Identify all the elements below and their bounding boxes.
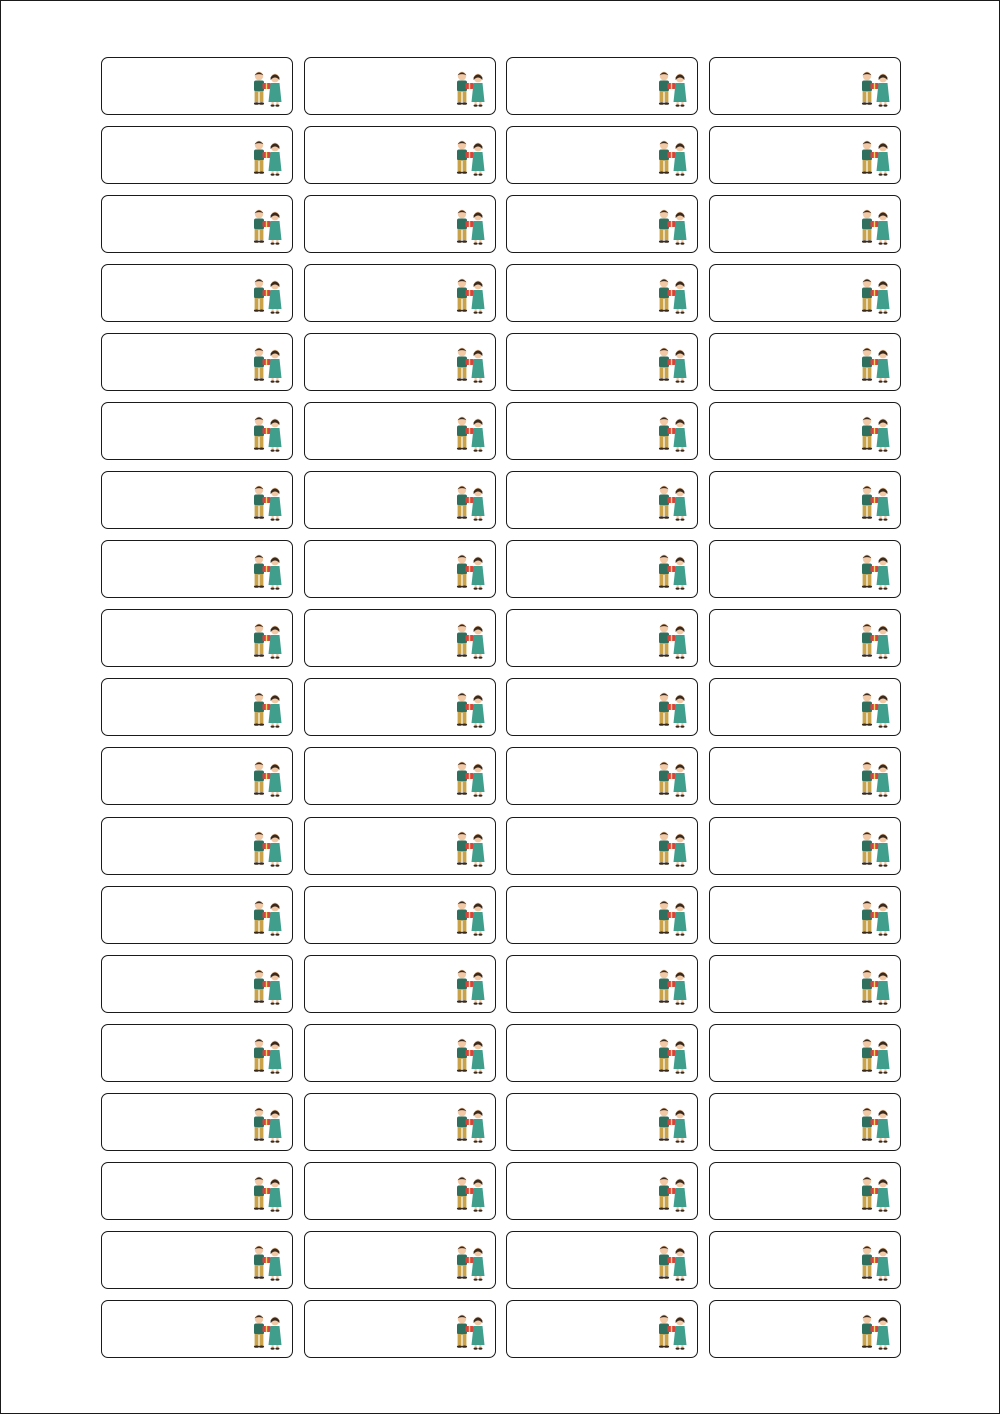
label-r11-c3 xyxy=(506,747,698,805)
boy-and-girl-icon xyxy=(655,553,689,591)
boy-and-girl-icon xyxy=(858,1175,892,1213)
boy-and-girl-icon xyxy=(250,968,284,1006)
label-r19-c1 xyxy=(101,1300,293,1358)
label-r3-c3 xyxy=(506,195,698,253)
label-r19-c4 xyxy=(709,1300,901,1358)
boy-and-girl-icon xyxy=(655,484,689,522)
label-r17-c2 xyxy=(304,1162,496,1220)
boy-and-girl-icon xyxy=(655,691,689,729)
label-r7-c3 xyxy=(506,471,698,529)
label-r13-c4 xyxy=(709,886,901,944)
boy-and-girl-icon xyxy=(858,968,892,1006)
label-r3-c1 xyxy=(101,195,293,253)
boy-and-girl-icon xyxy=(250,1244,284,1282)
boy-and-girl-icon xyxy=(655,622,689,660)
label-r1-c4 xyxy=(709,57,901,115)
label-r2-c2 xyxy=(304,126,496,184)
boy-and-girl-icon xyxy=(655,139,689,177)
label-r1-c3 xyxy=(506,57,698,115)
label-r16-c4 xyxy=(709,1093,901,1151)
boy-and-girl-icon xyxy=(453,346,487,384)
boy-and-girl-icon xyxy=(858,1244,892,1282)
label-r2-c3 xyxy=(506,126,698,184)
label-r9-c4 xyxy=(709,609,901,667)
label-r10-c1 xyxy=(101,678,293,736)
label-r12-c4 xyxy=(709,817,901,875)
boy-and-girl-icon xyxy=(453,208,487,246)
boy-and-girl-icon xyxy=(858,346,892,384)
label-r2-c4 xyxy=(709,126,901,184)
label-r1-c1 xyxy=(101,57,293,115)
boy-and-girl-icon xyxy=(453,830,487,868)
boy-and-girl-icon xyxy=(655,1037,689,1075)
label-r18-c3 xyxy=(506,1231,698,1289)
boy-and-girl-icon xyxy=(858,622,892,660)
label-r13-c3 xyxy=(506,886,698,944)
boy-and-girl-icon xyxy=(858,1313,892,1351)
boy-and-girl-icon xyxy=(250,208,284,246)
boy-and-girl-icon xyxy=(453,760,487,798)
label-r7-c4 xyxy=(709,471,901,529)
boy-and-girl-icon xyxy=(250,760,284,798)
boy-and-girl-icon xyxy=(453,622,487,660)
boy-and-girl-icon xyxy=(858,208,892,246)
label-r14-c4 xyxy=(709,955,901,1013)
boy-and-girl-icon xyxy=(453,1313,487,1351)
label-r5-c3 xyxy=(506,333,698,391)
label-r10-c4 xyxy=(709,678,901,736)
label-r10-c2 xyxy=(304,678,496,736)
boy-and-girl-icon xyxy=(250,70,284,108)
label-r15-c4 xyxy=(709,1024,901,1082)
label-r18-c4 xyxy=(709,1231,901,1289)
boy-and-girl-icon xyxy=(453,277,487,315)
boy-and-girl-icon xyxy=(655,277,689,315)
label-r7-c2 xyxy=(304,471,496,529)
boy-and-girl-icon xyxy=(858,1106,892,1144)
boy-and-girl-icon xyxy=(655,70,689,108)
boy-and-girl-icon xyxy=(655,208,689,246)
label-r17-c3 xyxy=(506,1162,698,1220)
label-r15-c1 xyxy=(101,1024,293,1082)
label-r18-c1 xyxy=(101,1231,293,1289)
label-r11-c2 xyxy=(304,747,496,805)
boy-and-girl-icon xyxy=(655,968,689,1006)
label-r14-c2 xyxy=(304,955,496,1013)
label-r8-c4 xyxy=(709,540,901,598)
boy-and-girl-icon xyxy=(453,691,487,729)
label-r17-c1 xyxy=(101,1162,293,1220)
label-r8-c1 xyxy=(101,540,293,598)
boy-and-girl-icon xyxy=(655,1313,689,1351)
label-r4-c1 xyxy=(101,264,293,322)
label-r19-c3 xyxy=(506,1300,698,1358)
boy-and-girl-icon xyxy=(453,968,487,1006)
label-r4-c3 xyxy=(506,264,698,322)
label-r4-c2 xyxy=(304,264,496,322)
label-r8-c2 xyxy=(304,540,496,598)
label-r5-c1 xyxy=(101,333,293,391)
boy-and-girl-icon xyxy=(858,553,892,591)
boy-and-girl-icon xyxy=(250,415,284,453)
boy-and-girl-icon xyxy=(453,1037,487,1075)
label-r9-c3 xyxy=(506,609,698,667)
label-r1-c2 xyxy=(304,57,496,115)
boy-and-girl-icon xyxy=(655,1175,689,1213)
boy-and-girl-icon xyxy=(453,1175,487,1213)
boy-and-girl-icon xyxy=(655,415,689,453)
boy-and-girl-icon xyxy=(453,1244,487,1282)
boy-and-girl-icon xyxy=(453,415,487,453)
label-r9-c1 xyxy=(101,609,293,667)
boy-and-girl-icon xyxy=(250,1037,284,1075)
label-r12-c2 xyxy=(304,817,496,875)
label-r10-c3 xyxy=(506,678,698,736)
boy-and-girl-icon xyxy=(250,1106,284,1144)
boy-and-girl-icon xyxy=(250,691,284,729)
label-r11-c4 xyxy=(709,747,901,805)
boy-and-girl-icon xyxy=(453,553,487,591)
boy-and-girl-icon xyxy=(655,760,689,798)
boy-and-girl-icon xyxy=(250,346,284,384)
label-r15-c3 xyxy=(506,1024,698,1082)
boy-and-girl-icon xyxy=(858,760,892,798)
boy-and-girl-icon xyxy=(453,484,487,522)
label-r5-c4 xyxy=(709,333,901,391)
label-r12-c3 xyxy=(506,817,698,875)
label-r19-c2 xyxy=(304,1300,496,1358)
label-r18-c2 xyxy=(304,1231,496,1289)
boy-and-girl-icon xyxy=(250,1175,284,1213)
label-r6-c2 xyxy=(304,402,496,460)
boy-and-girl-icon xyxy=(858,484,892,522)
label-r13-c2 xyxy=(304,886,496,944)
label-r11-c1 xyxy=(101,747,293,805)
boy-and-girl-icon xyxy=(250,484,284,522)
boy-and-girl-icon xyxy=(250,830,284,868)
label-r9-c2 xyxy=(304,609,496,667)
label-r12-c1 xyxy=(101,817,293,875)
boy-and-girl-icon xyxy=(655,830,689,868)
boy-and-girl-icon xyxy=(858,1037,892,1075)
boy-and-girl-icon xyxy=(858,70,892,108)
boy-and-girl-icon xyxy=(250,622,284,660)
label-grid xyxy=(101,57,901,1358)
label-r6-c1 xyxy=(101,402,293,460)
boy-and-girl-icon xyxy=(250,139,284,177)
boy-and-girl-icon xyxy=(858,830,892,868)
boy-and-girl-icon xyxy=(250,277,284,315)
boy-and-girl-icon xyxy=(250,1313,284,1351)
boy-and-girl-icon xyxy=(655,346,689,384)
boy-and-girl-icon xyxy=(453,899,487,937)
boy-and-girl-icon xyxy=(858,277,892,315)
label-r13-c1 xyxy=(101,886,293,944)
boy-and-girl-icon xyxy=(250,553,284,591)
label-r3-c2 xyxy=(304,195,496,253)
label-r17-c4 xyxy=(709,1162,901,1220)
label-r4-c4 xyxy=(709,264,901,322)
label-r3-c4 xyxy=(709,195,901,253)
label-r8-c3 xyxy=(506,540,698,598)
boy-and-girl-icon xyxy=(858,415,892,453)
boy-and-girl-icon xyxy=(858,139,892,177)
label-r7-c1 xyxy=(101,471,293,529)
label-r6-c4 xyxy=(709,402,901,460)
label-r16-c2 xyxy=(304,1093,496,1151)
label-r14-c1 xyxy=(101,955,293,1013)
label-r14-c3 xyxy=(506,955,698,1013)
boy-and-girl-icon xyxy=(655,899,689,937)
boy-and-girl-icon xyxy=(453,70,487,108)
label-r15-c2 xyxy=(304,1024,496,1082)
label-r2-c1 xyxy=(101,126,293,184)
boy-and-girl-icon xyxy=(858,691,892,729)
boy-and-girl-icon xyxy=(453,1106,487,1144)
label-r16-c1 xyxy=(101,1093,293,1151)
boy-and-girl-icon xyxy=(250,899,284,937)
boy-and-girl-icon xyxy=(858,899,892,937)
label-r5-c2 xyxy=(304,333,496,391)
label-r6-c3 xyxy=(506,402,698,460)
label-r16-c3 xyxy=(506,1093,698,1151)
boy-and-girl-icon xyxy=(453,139,487,177)
boy-and-girl-icon xyxy=(655,1106,689,1144)
boy-and-girl-icon xyxy=(655,1244,689,1282)
